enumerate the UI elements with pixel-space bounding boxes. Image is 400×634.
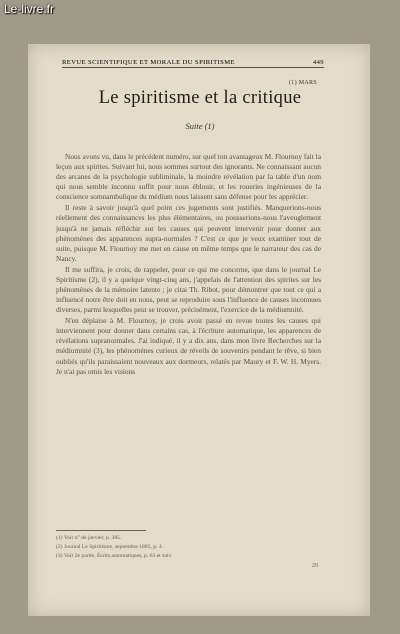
running-head	[62, 59, 324, 68]
footnote: (2) Journal Le Spiritisme, septembre 1883, p. 4.	[56, 544, 164, 551]
article-title: Le spiritisme et la critique	[98, 88, 302, 108]
footnotes	[56, 534, 321, 562]
footnote: (3) Voir 2e partie, Écrits automatiques, p. 63 et suiv.	[56, 553, 173, 560]
paragraph: N'en déplaise à M. Flournoy, je crois avoir passé en revue toutes les causes qui interviennent pour donner dans certains cas, à l'écriture automatique, les apparences de révélations supranormales. J'ai indiqué, il y a dix ans, dans mon livre Recherches sur la médiumnité (3), les phénomènes curieux de réveils de souvenirs pendant le rêve, si bien oubliés qu'ils paraissaient nouveaux aux dormeurs, relatés par Maury et F. W. H. Myers. Je n'ai pas omis les visions	[56, 316, 321, 376]
paragraph: Il reste à savoir jusqu'à quel point ces jugements sont justifiés. Manquerions-nous réellement des connaissances les plus élémentaires, ou pousserions-nous l'aveuglement jusqu'à ne jamais réfléchir sur les causes qui peuvent intervenir pour donner aux phénomènes des apparences supra-normales ? C'est ce que je veux examiner tout de suite, puisque M. Flournoy me met en cause en même temps que le narrateur des cas de Nancy.	[56, 203, 321, 263]
watermark: Le-livre.fr	[4, 2, 55, 16]
footnote: (1) Voir n° de janvier, p. 385.	[56, 535, 122, 541]
date-line: (1) MARS	[289, 80, 317, 86]
page-number: 449	[312, 59, 324, 66]
journal-name: REVUE SCIENTIFIQUE ET MORALE DU SPIRITISME	[62, 59, 235, 66]
article-subtitle: Suite (1)	[185, 121, 215, 131]
printer-signature-mark: 29	[312, 563, 318, 569]
paragraph: Il me suffira, je crois, de rappeler, pour ce qui me concerne, que dans le journal Le Spiritisme (2), il y a quelque vingt-cinq ans, j'appelais de l'attention des spirites sur les phénomènes de la mémoire latente ; je citai Th. Ribot, pour démontrer que tout ce qui a influencé notre être doit en nous, peut se reproduire sous l'influence de causes inconnues diverses, parmi lesquelles peut se trouver, précisément, l'exercice de la médiumnité.	[56, 264, 321, 315]
article-body	[56, 152, 321, 378]
footnote-divider	[56, 530, 146, 531]
paragraph: Nous avons vu, dans le précédent numéro, sur quel ton avantageux M. Flournoy fait la leçon aux spirites. Suivant lui, nous sommes surtout des ignorants. Ne connaissant aucun des arcanes de la psychologie subliminale, la moindre révélation par la table d'un nom qui nous semble inconnu suffit pour nous éblouir, et les roueries ingénieuses de la conscience somnambulique du médium nous laissent sans défense pour les apprécier.	[56, 152, 321, 202]
